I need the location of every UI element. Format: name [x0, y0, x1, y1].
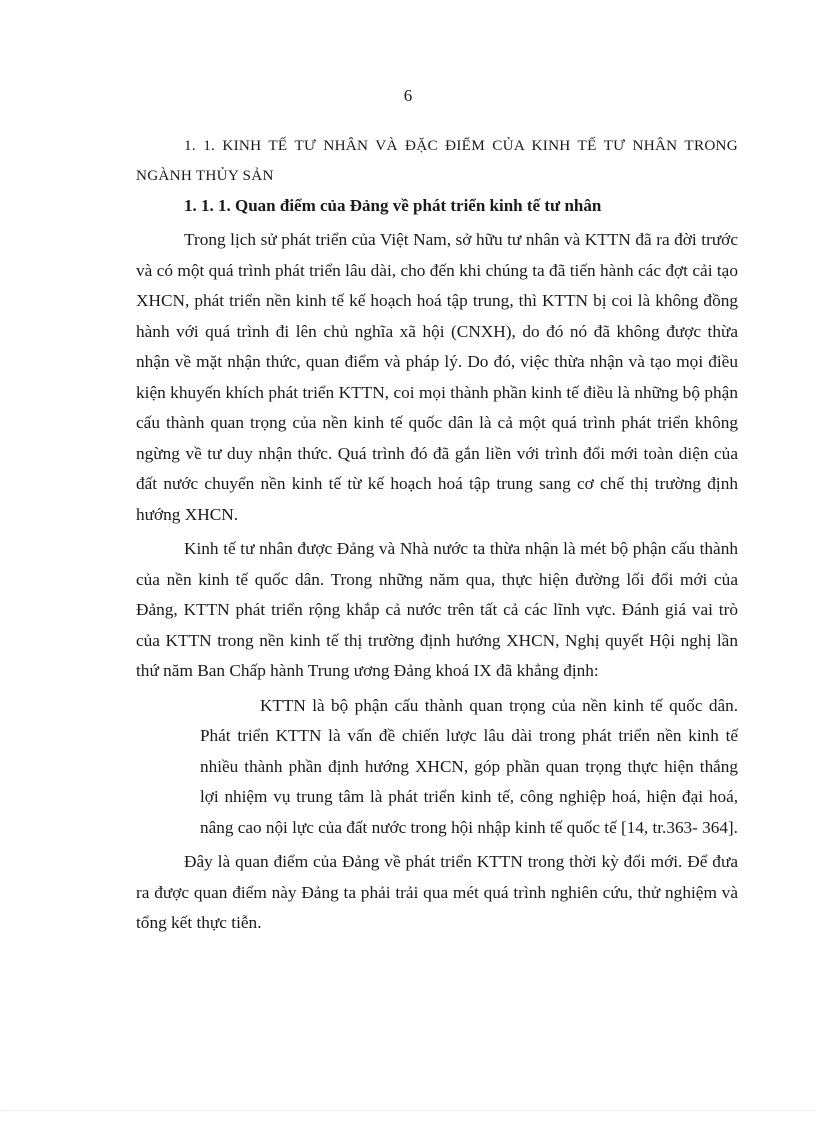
block-quote: KTTN là bộ phận cấu thành quan trọng của nền kinh tế quốc dân. Phát triển KTTN là vấn đề chiến lược lâu dài trong phát triển nền kinh tế nhiều thành phần định hướng XHCN, góp phần quan trọng thực hiện thắng lợi nhiệm vụ trung tâm là phát triển kinh tế, công nghiệp hoá, hiện đại hoá, nâng cao nội lực của đất nước trong hội nhập kinh tế quốc tế [14, tr.363- 364].	[200, 695, 738, 837]
subsection-heading: 1. 1. 1. Quan điểm của Đảng về phát triển kinh tế tư nhân	[184, 196, 602, 215]
page-number: 6	[403, 86, 413, 105]
page-content	[136, 131, 738, 939]
section-heading: 1. 1. KINH TẾ TƯ NHÂN VÀ ĐẶC ĐIỂM CỦA KINH TẾ TƯ NHÂN TRONG NGÀNH THỦY SẢN	[136, 137, 738, 184]
body-paragraph-3: Đây là quan điểm của Đảng về phát triển KTTN trong thời kỳ đổi mới. Để đưa ra được quan điểm này Đảng ta phải trải qua mét quá trình nghiên cứu, thử nghiệm và tổng kết thực tiễn.	[136, 852, 738, 932]
page-bottom-rule	[0, 1110, 816, 1111]
body-paragraph-2: Kinh tế tư nhân được Đảng và Nhà nước ta thừa nhận là mét bộ phận cấu thành của nền kinh tế quốc dân. Trong những năm qua, thực hiện đường lối đổi mới của Đảng, KTTN phát triển rộng khắp cả nước trên tất cả các lĩnh vực. Đánh giá vai trò của KTTN trong nền kinh tế thị trường định hướng XHCN, Nghị quyết Hội nghị lần thứ năm Ban Chấp hành Trung ương Đảng khoá IX đã khẳng định:	[136, 539, 738, 680]
body-paragraph-1: Trong lịch sử phát triển của Việt Nam, sở hữu tư nhân và KTTN đã ra đời trước và có một quá trình phát triển lâu dài, cho đến khi chúng ta đã tiến hành các đợt cải tạo XHCN, phát triển nền kinh tế kế hoạch hoá tập trung, thì KTTN bị coi là không đồng hành với quá trình đi lên chủ nghĩa xã hội (CNXH), do đó nó đã không được thừa nhận về mặt nhận thức, quan điểm và pháp lý. Do đó, việc thừa nhận và tạo mọi điều kiện khuyến khích phát triển KTTN, coi mọi thành phần kinh tế điều là những bộ phận cấu thành quan trọng của nền kinh tế quốc dân là cả một quá trình phát triển không ngừng về tư duy nhận thức. Quá trình đó đã gắn liền với trình đổi mới toàn diện của đất nước chuyển nền kinh tế từ kế hoạch hoá tập trung sang cơ chế thị trường định hướng XHCN.	[136, 230, 738, 524]
